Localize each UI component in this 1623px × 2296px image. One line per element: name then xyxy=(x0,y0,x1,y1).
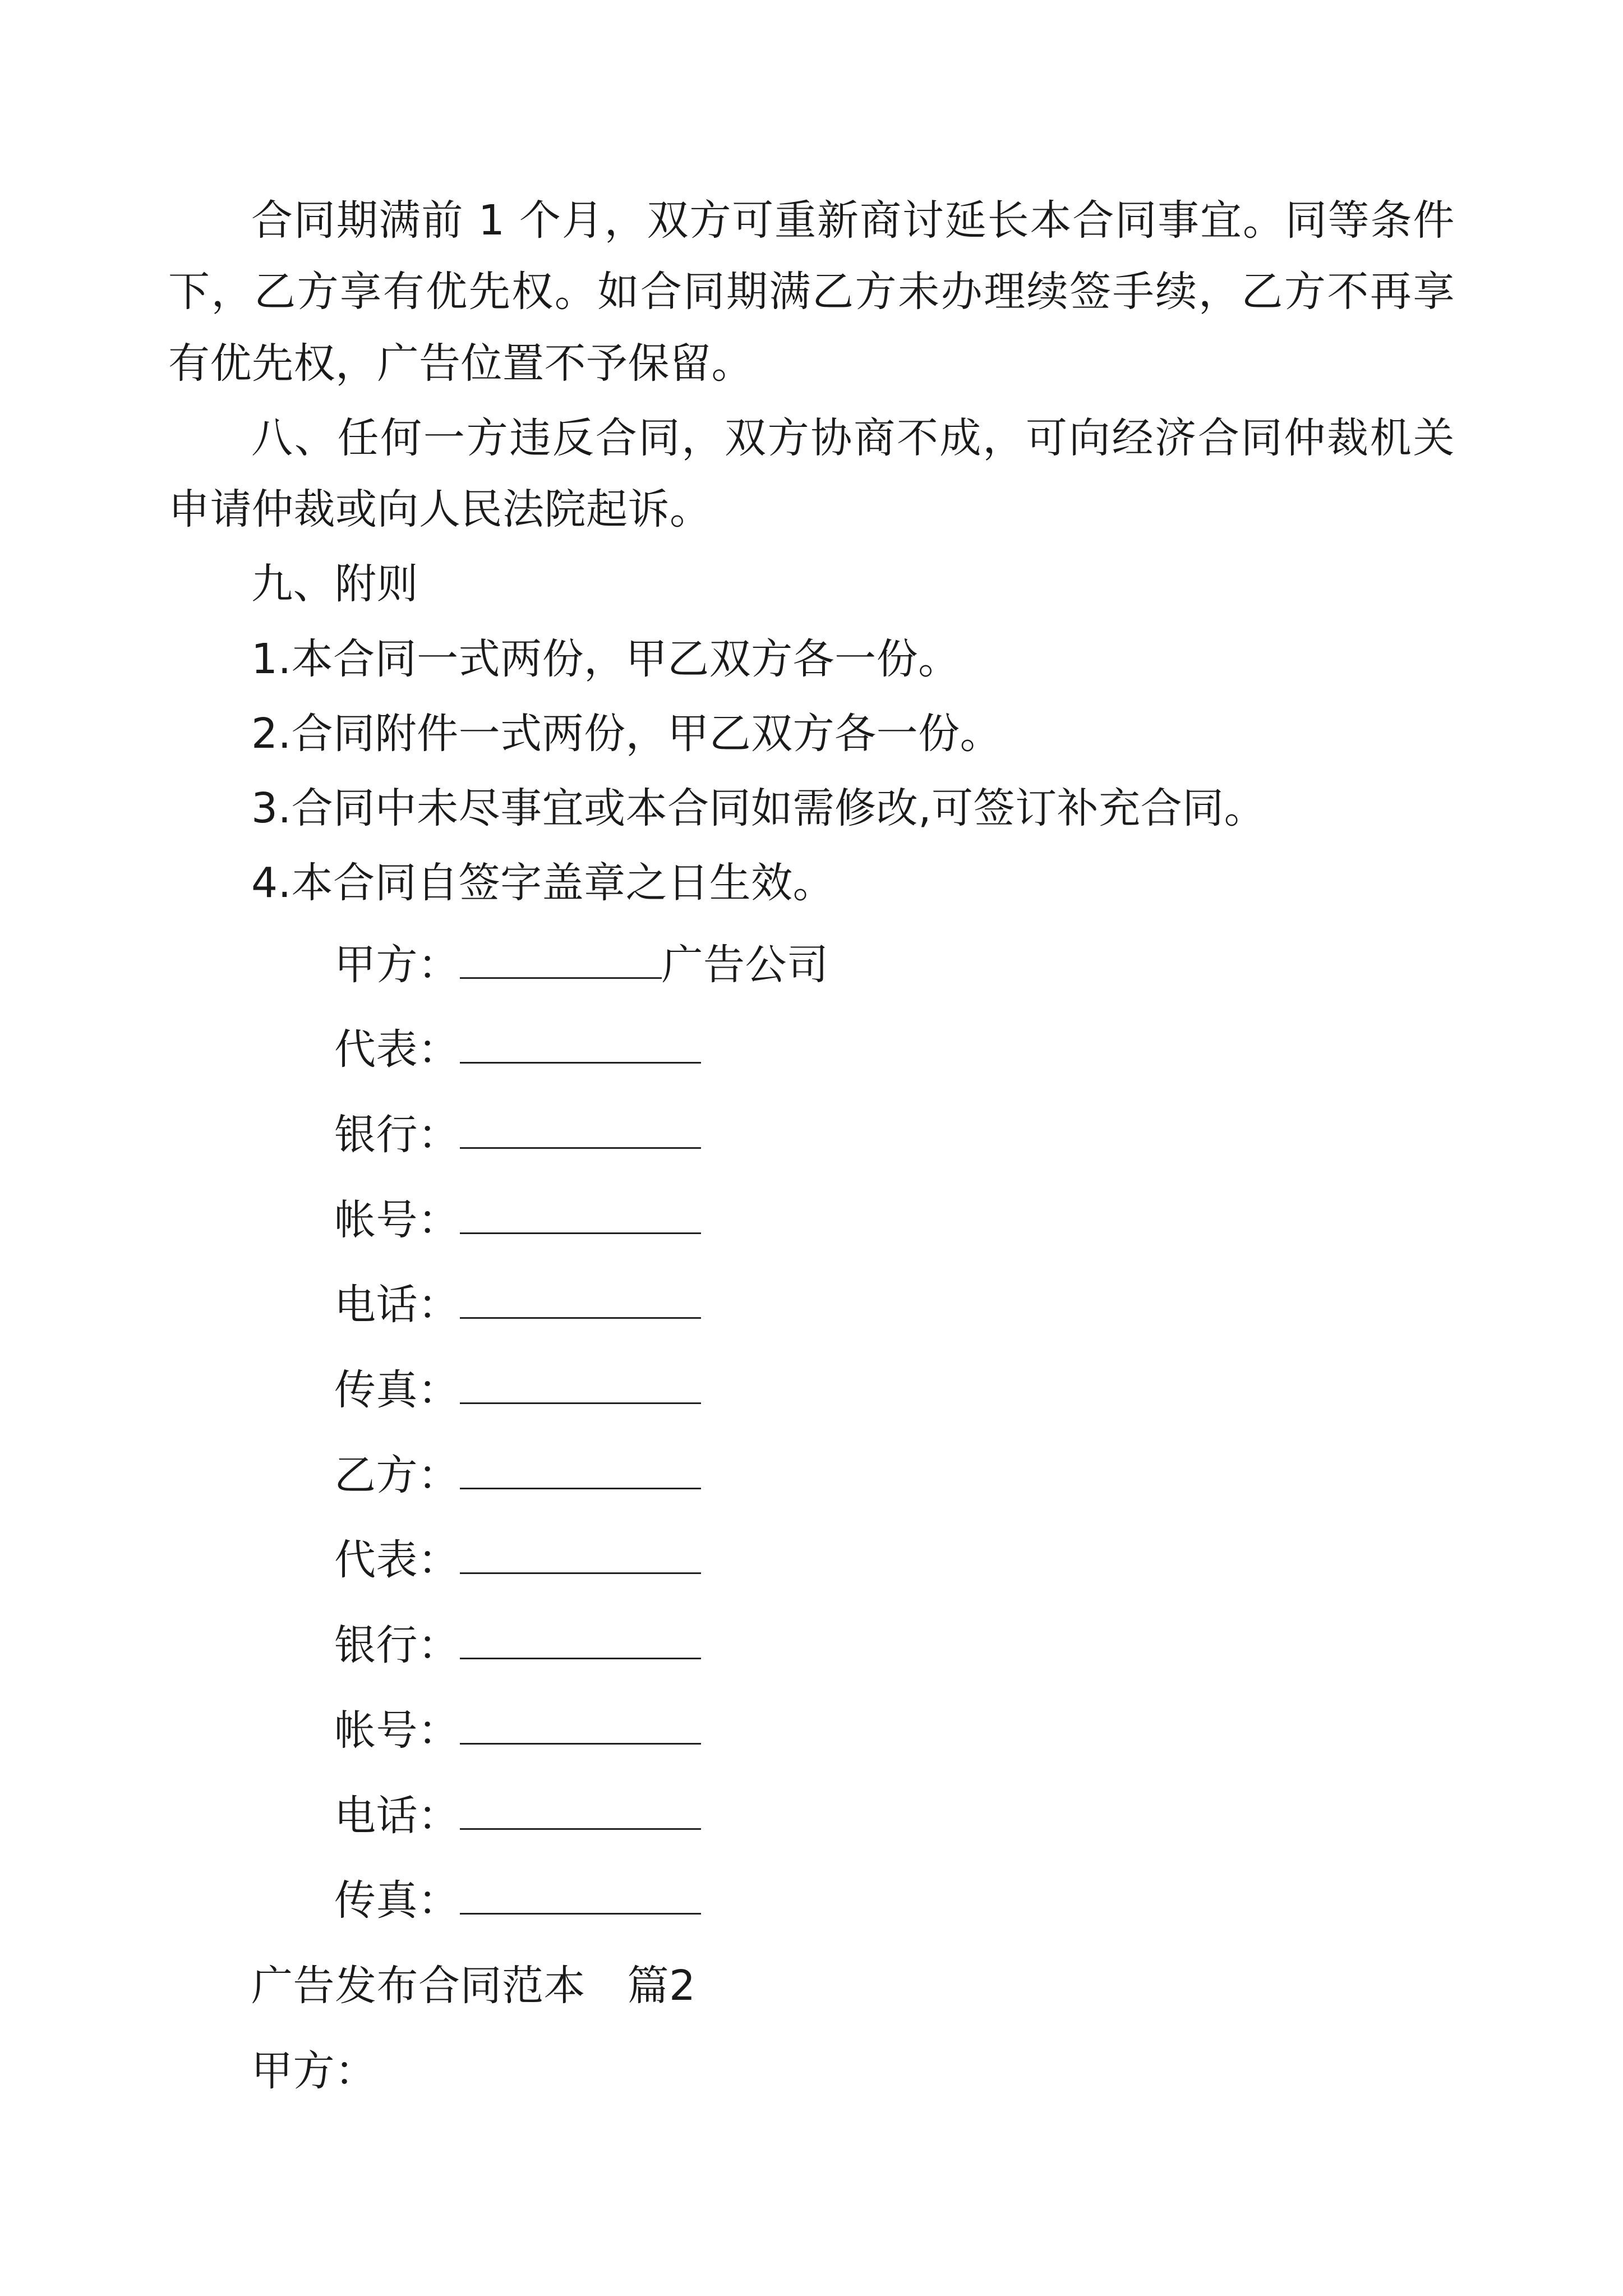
party-a-label: 甲方： xyxy=(334,940,460,989)
party-b-bank-label: 银行： xyxy=(334,1621,460,1670)
party-a-fax-label: 传真： xyxy=(334,1366,460,1415)
paragraph-appendix-2: 2.合同附件一式两份，甲乙双方各一份。 xyxy=(251,709,1002,758)
party-b-blank[interactable] xyxy=(460,1450,701,1489)
party-b-fax-label: 传真： xyxy=(334,1876,460,1925)
party-b-representative-blank[interactable] xyxy=(460,1534,701,1574)
party-a-fax-blank[interactable] xyxy=(460,1364,701,1404)
paragraph-renewal: 合同期满前 1 个月，双方可重新商讨延长本合同事宜。同等条件下，乙方享有优先权。如合同期满乙方未办理续签手续，乙方不再享有优先权，广告位置不予保留。 xyxy=(168,196,1455,388)
party-b-account-blank[interactable] xyxy=(460,1705,701,1745)
party-a-suffix: 广告公司 xyxy=(661,940,829,989)
party-a-blank[interactable] xyxy=(460,939,662,979)
party-b-bank-line xyxy=(168,1603,1455,1688)
signature-block-party-b xyxy=(168,1433,1455,1944)
party-a-bank-blank[interactable] xyxy=(460,1109,701,1149)
party-b-phone-line xyxy=(168,1774,1455,1859)
paragraph-clause-9-title: 九、附则 xyxy=(251,560,418,609)
party-b-representative-line xyxy=(168,1518,1455,1603)
paragraph-appendix-1: 1.本合同一式两份，甲乙双方各一份。 xyxy=(251,634,960,683)
paragraph-clause-8: 八、任何一方违反合同，双方协商不成，可向经济合同仲裁机关申请仲裁或向人民法院起诉。 xyxy=(168,413,1455,534)
party-b-account-label: 帐号： xyxy=(334,1706,460,1755)
signature-block-party-a xyxy=(168,923,1455,1433)
party-b-phone-blank[interactable] xyxy=(460,1789,701,1829)
party-a-bank-line xyxy=(168,1093,1455,1178)
party-b-bank-blank[interactable] xyxy=(460,1619,701,1659)
party-a-account-line xyxy=(168,1178,1455,1263)
party-a-representative-label: 代表： xyxy=(334,1025,460,1074)
party-b-line xyxy=(168,1433,1455,1519)
party-a-phone-label: 电话： xyxy=(334,1281,460,1329)
party-a-bank-label: 银行： xyxy=(334,1111,460,1159)
document-body xyxy=(168,185,1455,2114)
party-a-account-blank[interactable] xyxy=(460,1194,701,1234)
party-b-representative-label: 代表： xyxy=(334,1536,460,1585)
next-section-first-line: 甲方： xyxy=(251,2046,377,2095)
party-a-line xyxy=(168,923,1455,1008)
party-b-fax-line xyxy=(168,1858,1455,1944)
party-b-label: 乙方： xyxy=(334,1451,460,1499)
party-a-phone-line xyxy=(168,1263,1455,1348)
party-b-account-line xyxy=(168,1688,1455,1774)
party-b-fax-blank[interactable] xyxy=(460,1875,701,1915)
paragraph-appendix-4: 4.本合同自签字盖章之日生效。 xyxy=(251,859,835,908)
party-a-account-label: 帐号： xyxy=(334,1195,460,1244)
party-b-phone-label: 电话： xyxy=(334,1791,460,1840)
party-a-phone-blank[interactable] xyxy=(460,1279,701,1319)
party-a-fax-line xyxy=(168,1348,1455,1433)
party-a-representative-blank[interactable] xyxy=(460,1024,701,1064)
next-section-title: 广告发布合同范本 篇2 xyxy=(251,1961,696,2010)
paragraph-appendix-3: 3.合同中未尽事宜或本合同如需修改,可签订补充合同。 xyxy=(251,784,1266,833)
party-a-representative-line xyxy=(168,1007,1455,1093)
